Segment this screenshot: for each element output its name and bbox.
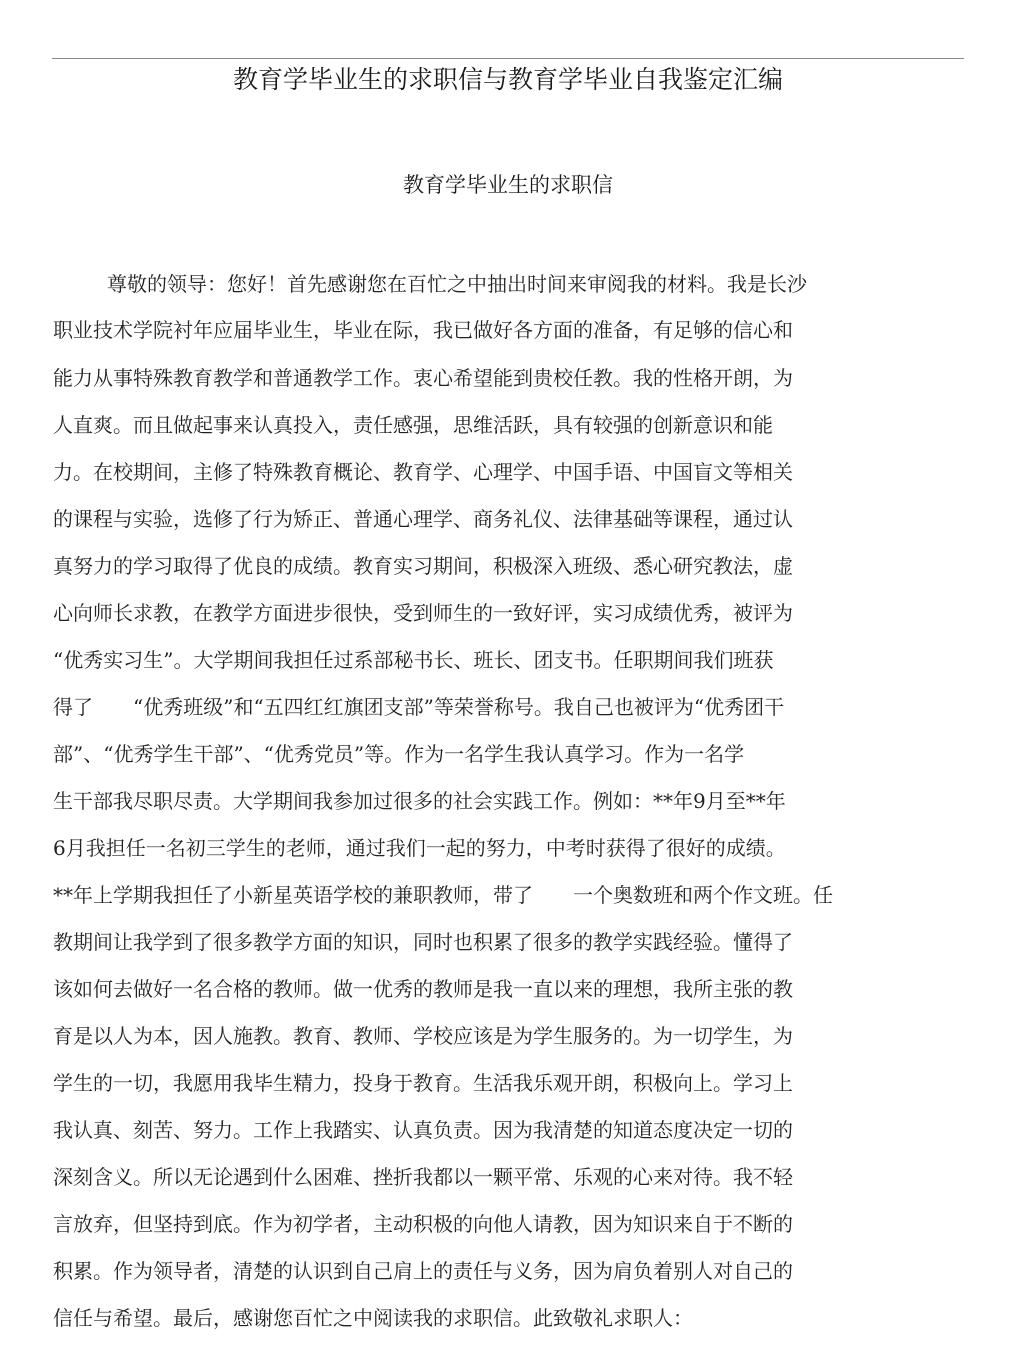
letter-line: 的课程与实验，选修了行为矫正、普通心理学、商务礼仪、法律基础等课程，通过认: [53, 507, 793, 531]
letter-line: 该如何去做好一名合格的教师。做一优秀的教师是我一直以来的理想，我所主张的教: [53, 977, 793, 1001]
letter-line: 我认真、刻苦、努力。工作上我踏实、认真负责。因为我清楚的知道态度决定一切的: [53, 1118, 793, 1142]
letter-line: 言放弃，但坚持到底。作为初学者，主动积极的向他人请教，因为知识来自于不断的: [53, 1212, 793, 1236]
letter-line: 人直爽。而且做起事来认真投入，责任感强，思维活跃，具有较强的创新意识和能: [53, 413, 773, 437]
letter-line: 学生的一切，我愿用我毕生精力，投身于教育。生活我乐观开朗，积极向上。学习上: [53, 1071, 793, 1095]
letter-line: 6月我担任一名初三学生的老师，通过我们一起的努力，中考时获得了很好的成绩。: [53, 836, 786, 860]
section-title: 教育学毕业生的求职信: [403, 173, 613, 197]
letter-line: 生干部我尽职尽责。大学期间我参加过很多的社会实践工作。例如：**年9月至**年: [53, 789, 786, 813]
letter-line: 信任与希望。最后，感谢您百忙之中阅读我的求职信。此致敬礼求职人：: [53, 1306, 693, 1330]
letter-line: 育是以人为本，因人施教。教育、教师、学校应该是为学生服务的。为一切学生，为: [53, 1024, 793, 1048]
letter-line: 心向师长求教，在教学方面进步很快，受到师生的一致好评，实习成绩优秀，被评为: [53, 601, 793, 625]
letter-line: **年上学期我担任了小新星英语学校的兼职教师，带了 一个奥数班和两个作文班。任: [53, 883, 833, 907]
letter-line: 尊敬的领导：您好！首先感谢您在百忙之中抽出时间来审阅我的材料。我是长沙: [107, 272, 807, 296]
letter-line: 部”、“优秀学生干部”、“优秀党员”等。作为一名学生我认真学习。作为一名学: [53, 742, 745, 766]
letter-line: 真努力的学习取得了优良的成绩。教育实习期间，积极深入班级、悉心研究教法，虚: [53, 554, 793, 578]
letter-line: 能力从事特殊教育教学和普通教学工作。衷心希望能到贵校任教。我的性格开朗，为: [53, 366, 793, 390]
letter-line: 积累。作为领导者，清楚的认识到自己肩上的责任与义务，因为肩负着别人对自己的: [53, 1259, 793, 1283]
letter-line: “优秀实习生”。大学期间我担任过系部秘书长、班长、团支书。任职期间我们班获: [53, 648, 774, 672]
letter-line: 教期间让我学到了很多教学方面的知识，同时也积累了很多的教学实践经验。懂得了: [53, 930, 793, 954]
letter-line: 得了 “优秀班级”和“五四红红旗团支部”等荣誉称号。我自己也被评为“优秀团干: [53, 695, 785, 719]
letter-line: 深刻含义。所以无论遇到什么困难、挫折我都以一颗平常、乐观的心来对待。我不轻: [53, 1165, 793, 1189]
letter-line: 力。在校期间，主修了特殊教育概论、教育学、心理学、中国手语、中国盲文等相关: [53, 460, 793, 484]
letter-line: 职业技术学院衬年应届毕业生，毕业在际，我已做好各方面的准备，有足够的信心和: [53, 318, 793, 342]
document-title: 教育学毕业生的求职信与教育学毕业自我鉴定汇编: [232, 65, 783, 94]
